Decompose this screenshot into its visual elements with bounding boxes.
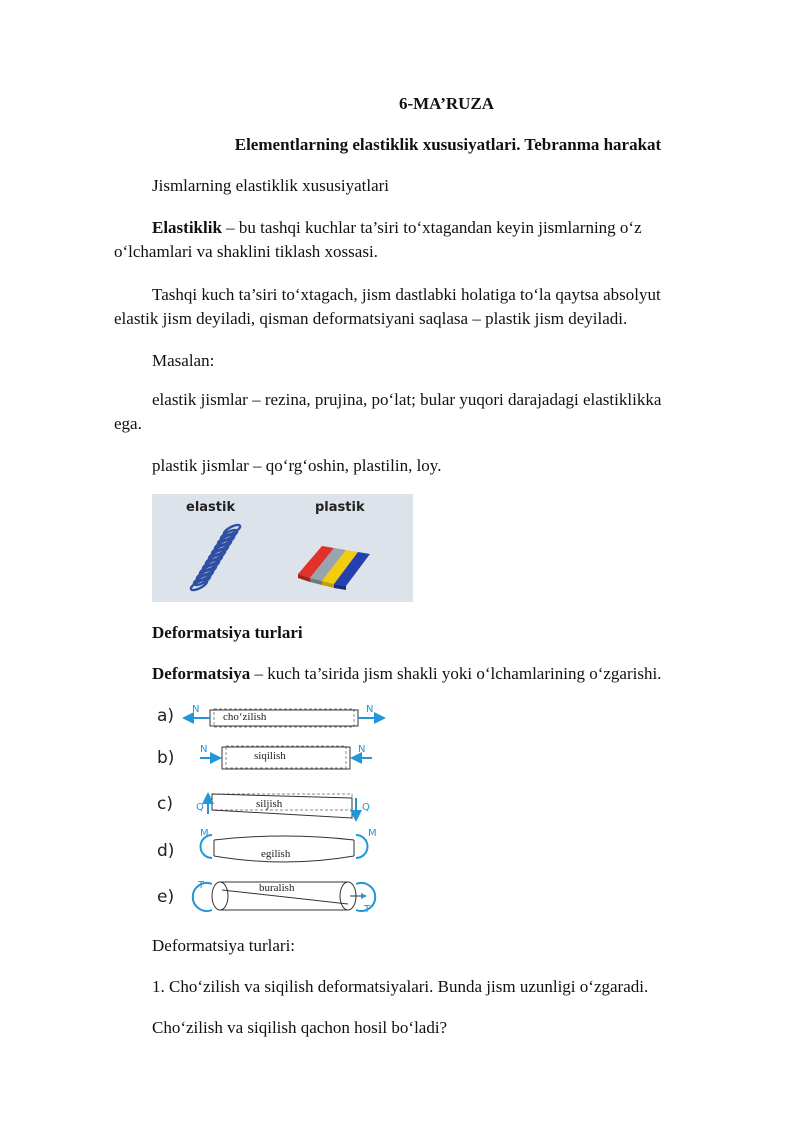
deformation-item-1: 1. Cho‘zilish va siqilish deformatsiyalari. Bunda jism uzunligi o‘zgaradi. <box>152 977 649 996</box>
plastic-list-line: plastik jismlar – qo‘rg‘oshin, plastilin, loy. <box>152 456 442 475</box>
elastic-plastic-figure <box>152 494 413 602</box>
svg-text:M: M <box>200 828 209 839</box>
svg-text:Q: Q <box>196 802 204 813</box>
deformation-definition <box>152 663 661 685</box>
tension-label: cho‘zilish <box>223 711 267 723</box>
paragraph-2-line1: Tashqi kuch ta’siri to‘xtagach, jism dastlabki holatiga to‘la qaytsa absolyut <box>152 285 661 304</box>
deformation-term: Deformatsiya <box>152 664 251 683</box>
elasticity-definition-text: – bu tashqi kuchlar ta’siri to‘xtagandan keyin jismlarning o‘z <box>221 218 642 237</box>
tension-diagram <box>184 704 384 727</box>
row-c-letter: c) <box>157 794 173 814</box>
spring-icon <box>190 523 242 592</box>
deformation-types-list-heading: Deformatsiya turlari: <box>152 936 296 955</box>
svg-text:M: M <box>368 828 377 839</box>
lecture-number: 6-MA’RUZA <box>398 94 495 113</box>
deformation-types-figure <box>152 700 392 918</box>
bending-label: egilish <box>261 848 291 860</box>
elastic-list-line2: ega. <box>114 414 142 433</box>
shear-label: siljish <box>256 798 283 810</box>
question-line: Cho‘zilish va siqilish qachon hosil bo‘ladi? <box>152 1018 448 1037</box>
svg-text:T: T <box>364 904 371 915</box>
svg-text:Q: Q <box>362 802 370 813</box>
row-e-letter: e) <box>157 887 175 907</box>
plasticine-blocks-icon <box>298 546 370 590</box>
plastic-label: plastik <box>315 500 365 515</box>
elasticity-definition <box>152 217 642 239</box>
example-label: Masalan: <box>152 351 215 370</box>
svg-text:N: N <box>200 744 208 755</box>
paragraph-2-line2: elastik jism deyiladi, qisman deformatsiyani saqlasa – plastik jism deyiladi. <box>114 309 628 328</box>
elastic-label: elastik <box>186 500 236 515</box>
elasticity-term: Elastiklik <box>152 218 222 237</box>
deformation-definition-text: – kuch ta’sirida jism shakli yoki o‘lchamlarining o‘zgarishi. <box>250 664 662 683</box>
svg-text:N: N <box>358 744 366 755</box>
row-b-letter: b) <box>157 748 175 768</box>
svg-text:T: T <box>198 880 205 891</box>
compression-diagram <box>200 744 372 769</box>
moment-arrow-icon <box>356 835 368 858</box>
svg-text:N: N <box>366 704 374 715</box>
lecture-title: Elementlarning elastiklik xususiyatlari. Tebranma harakat <box>234 135 662 154</box>
elastic-plastic-drawing <box>152 494 413 602</box>
compression-label: siqilish <box>254 750 286 762</box>
shear-diagram <box>196 794 370 820</box>
torsion-label: buralish <box>259 882 295 894</box>
row-d-letter: d) <box>157 841 175 861</box>
elastic-list-line1: elastik jismlar – rezina, prujina, po‘lat; bular yuqori darajadagi elastiklikka <box>152 390 662 409</box>
row-a-letter: a) <box>157 706 175 726</box>
elasticity-definition-cont: o‘lchamlari va shaklini tiklash xossasi. <box>114 242 378 261</box>
section-subtitle: Jismlarning elastiklik xususiyatlari <box>152 176 390 195</box>
svg-text:N: N <box>192 704 200 715</box>
deformation-types-heading: Deformatsiya turlari <box>152 623 303 642</box>
